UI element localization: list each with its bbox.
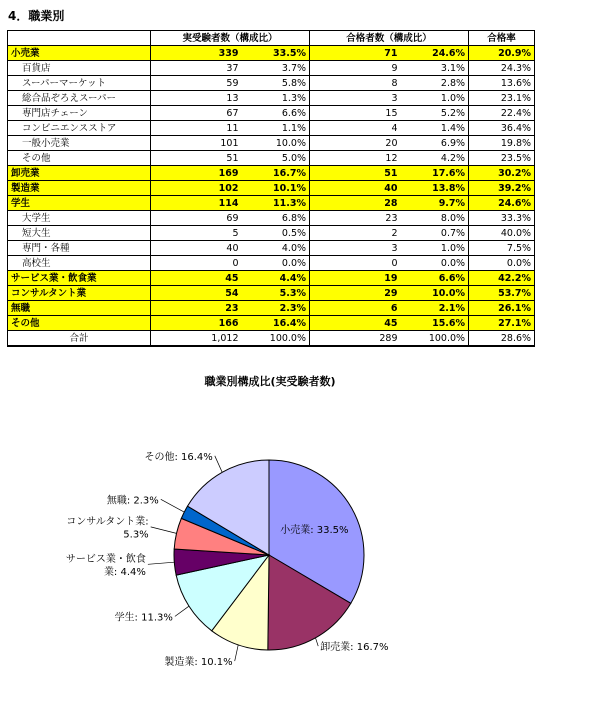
row-label: その他 (8, 151, 151, 166)
pie-slice-label: 無職: 2.3% (106, 495, 159, 507)
header-pass-count: 合格者数（構成比） (310, 31, 469, 46)
pie-leader-line (161, 499, 184, 512)
exam-share-cell: 3.7% (242, 61, 310, 76)
pie-slice-label: コンサルタント業: (66, 516, 149, 528)
exam-count-cell: 51 (191, 151, 242, 166)
row-label: その他 (8, 316, 151, 331)
pass-share-cell: 10.0% (401, 286, 469, 301)
pass-count-cell: 28 (350, 196, 401, 211)
row-label: コンビニエンスストア (8, 121, 151, 136)
exam-count-cell: 339 (191, 46, 242, 61)
pass-count-cell: 15 (350, 106, 401, 121)
pass-share-cell: 24.6% (401, 46, 469, 61)
row-label: 学生 (8, 196, 151, 211)
pass-count-cell: 6 (350, 301, 401, 316)
pass-share-cell: 1.0% (401, 241, 469, 256)
pass-rate-cell: 23.1% (469, 91, 535, 106)
pass-share-cell: 6.9% (401, 136, 469, 151)
row-label: 小売業 (8, 46, 151, 61)
exam-share-cell: 33.5% (242, 46, 310, 61)
row-label: 一般小売業 (8, 136, 151, 151)
pie-slice-label: 製造業: 10.1% (164, 657, 233, 669)
pass-share-cell: 5.2% (401, 106, 469, 121)
exam-share-cell: 16.7% (242, 166, 310, 181)
pass-count-cell: 40 (350, 181, 401, 196)
exam-count-cell: 169 (191, 166, 242, 181)
exam-share-cell: 16.4% (242, 316, 310, 331)
exam-count-cell: 69 (191, 211, 242, 226)
exam-count-cell: 101 (191, 136, 242, 151)
pie-slice-label: その他: 16.4% (144, 451, 213, 463)
pass-rate-cell: 22.4% (469, 106, 535, 121)
pass-count-cell: 19 (350, 271, 401, 286)
pass-count-cell: 0 (350, 256, 401, 271)
exam-count-cell: 114 (191, 196, 242, 211)
pass-share-cell: 2.8% (401, 76, 469, 91)
pass-rate-cell: 30.2% (469, 166, 535, 181)
pass-share-cell: 1.0% (401, 91, 469, 106)
pass-rate-cell: 27.1% (469, 316, 535, 331)
exam-share-cell: 1.3% (242, 91, 310, 106)
pass-rate-cell: 13.6% (469, 76, 535, 91)
row-label: 大学生 (8, 211, 151, 226)
chart-title: 職業別構成比(実受験者数) (204, 375, 336, 388)
pass-count-cell: 3 (350, 241, 401, 256)
pass-share-cell: 0.0% (401, 256, 469, 271)
exam-count-cell: 37 (191, 61, 242, 76)
exam-count-cell: 59 (191, 76, 242, 91)
pass-count-cell: 12 (350, 151, 401, 166)
pie-leader-line (175, 606, 189, 616)
row-label: 無職 (8, 301, 151, 316)
pass-rate-cell: 24.6% (469, 196, 535, 211)
pass-rate-cell: 33.3% (469, 211, 535, 226)
header-exam-count: 実受験者数（構成比） (151, 31, 310, 46)
pass-rate-cell: 24.3% (469, 61, 535, 76)
pass-count-cell: 9 (350, 61, 401, 76)
exam-share-cell: 6.8% (242, 211, 310, 226)
pass-count-cell: 2 (350, 226, 401, 241)
pass-rate-cell: 0.0% (469, 256, 535, 271)
pass-rate-cell: 42.2% (469, 271, 535, 286)
pass-rate-cell: 23.5% (469, 151, 535, 166)
pass-share-cell: 0.7% (401, 226, 469, 241)
row-label: 専門・各種 (8, 241, 151, 256)
pass-share-cell: 17.6% (401, 166, 469, 181)
pass-share-cell: 1.4% (401, 121, 469, 136)
pass-share-cell: 8.0% (401, 211, 469, 226)
pass-count-cell: 20 (350, 136, 401, 151)
exam-share-cell: 0.0% (242, 256, 310, 271)
pass-rate-cell: 7.5% (469, 241, 535, 256)
row-label: 短大生 (8, 226, 151, 241)
exam-share-cell: 4.0% (242, 241, 310, 256)
exam-count-cell: 1,012 (191, 331, 242, 347)
pass-count-cell: 45 (350, 316, 401, 331)
exam-count-cell: 5 (191, 226, 242, 241)
exam-count-cell: 0 (191, 256, 242, 271)
pass-share-cell: 3.1% (401, 61, 469, 76)
exam-count-cell: 23 (191, 301, 242, 316)
row-label: 製造業 (8, 181, 151, 196)
pass-count-cell: 29 (350, 286, 401, 301)
pie-leader-line (151, 527, 177, 534)
exam-count-cell: 45 (191, 271, 242, 286)
exam-share-cell: 10.0% (242, 136, 310, 151)
pie-leader-line (235, 645, 239, 661)
pass-count-cell: 71 (350, 46, 401, 61)
exam-count-cell: 102 (191, 181, 242, 196)
row-label: コンサルタント業 (8, 286, 151, 301)
exam-count-cell: 40 (191, 241, 242, 256)
row-label: スーパーマーケット (8, 76, 151, 91)
row-label: 合計 (8, 331, 151, 347)
pass-rate-cell: 20.9% (469, 46, 535, 61)
exam-share-cell: 2.3% (242, 301, 310, 316)
pass-share-cell: 15.6% (401, 316, 469, 331)
exam-share-cell: 0.5% (242, 226, 310, 241)
exam-count-cell: 166 (191, 316, 242, 331)
pass-rate-cell: 40.0% (469, 226, 535, 241)
exam-share-cell: 5.0% (242, 151, 310, 166)
row-label: 専門店チェーン (8, 106, 151, 121)
pass-share-cell: 13.8% (401, 181, 469, 196)
pass-rate-cell: 26.1% (469, 301, 535, 316)
pass-share-cell: 9.7% (401, 196, 469, 211)
exam-share-cell: 5.3% (242, 286, 310, 301)
pass-share-cell: 4.2% (401, 151, 469, 166)
row-label: サービス業・飲食業 (8, 271, 151, 286)
pie-slice-label: 卸売業: 16.7% (320, 642, 389, 654)
pass-count-cell: 23 (350, 211, 401, 226)
pass-rate-cell: 39.2% (469, 181, 535, 196)
pass-count-cell: 8 (350, 76, 401, 91)
pass-count-cell: 51 (350, 166, 401, 181)
pass-rate-cell: 28.6% (469, 331, 535, 347)
exam-share-cell: 11.3% (242, 196, 310, 211)
exam-share-cell: 10.1% (242, 181, 310, 196)
row-label: 卸売業 (8, 166, 151, 181)
pie-slice-label: 業: 4.4% (103, 566, 146, 578)
pie-slice-label: 5.3% (123, 529, 149, 541)
pie-leader-line (316, 638, 319, 646)
pass-count-cell: 4 (350, 121, 401, 136)
header-pass-rate: 合格率 (469, 31, 535, 46)
exam-share-cell: 4.4% (242, 271, 310, 286)
row-label: 総合品ぞろえスーパー (8, 91, 151, 106)
pass-rate-cell: 19.8% (469, 136, 535, 151)
exam-share-cell: 5.8% (242, 76, 310, 91)
pie-slice-label: 小売業: 33.5% (280, 525, 349, 537)
pass-count-cell: 289 (350, 331, 401, 347)
pass-share-cell: 100.0% (401, 331, 469, 347)
pass-share-cell: 6.6% (401, 271, 469, 286)
exam-share-cell: 100.0% (242, 331, 310, 347)
pass-count-cell: 3 (350, 91, 401, 106)
exam-count-cell: 54 (191, 286, 242, 301)
pie-slice-label: サービス業・飲食 (65, 553, 146, 565)
pie-leader-line (215, 456, 222, 473)
pass-share-cell: 2.1% (401, 301, 469, 316)
pie-slice-label: 学生: 11.3% (114, 612, 173, 624)
exam-share-cell: 6.6% (242, 106, 310, 121)
pass-rate-cell: 36.4% (469, 121, 535, 136)
pie-leader-line (148, 562, 174, 564)
exam-count-cell: 11 (191, 121, 242, 136)
section-title: 4．職業別 (8, 9, 65, 23)
pass-rate-cell: 53.7% (469, 286, 535, 301)
exam-count-cell: 13 (191, 91, 242, 106)
row-label: 高校生 (8, 256, 151, 271)
row-label: 百貨店 (8, 61, 151, 76)
exam-count-cell: 67 (191, 106, 242, 121)
exam-share-cell: 1.1% (242, 121, 310, 136)
